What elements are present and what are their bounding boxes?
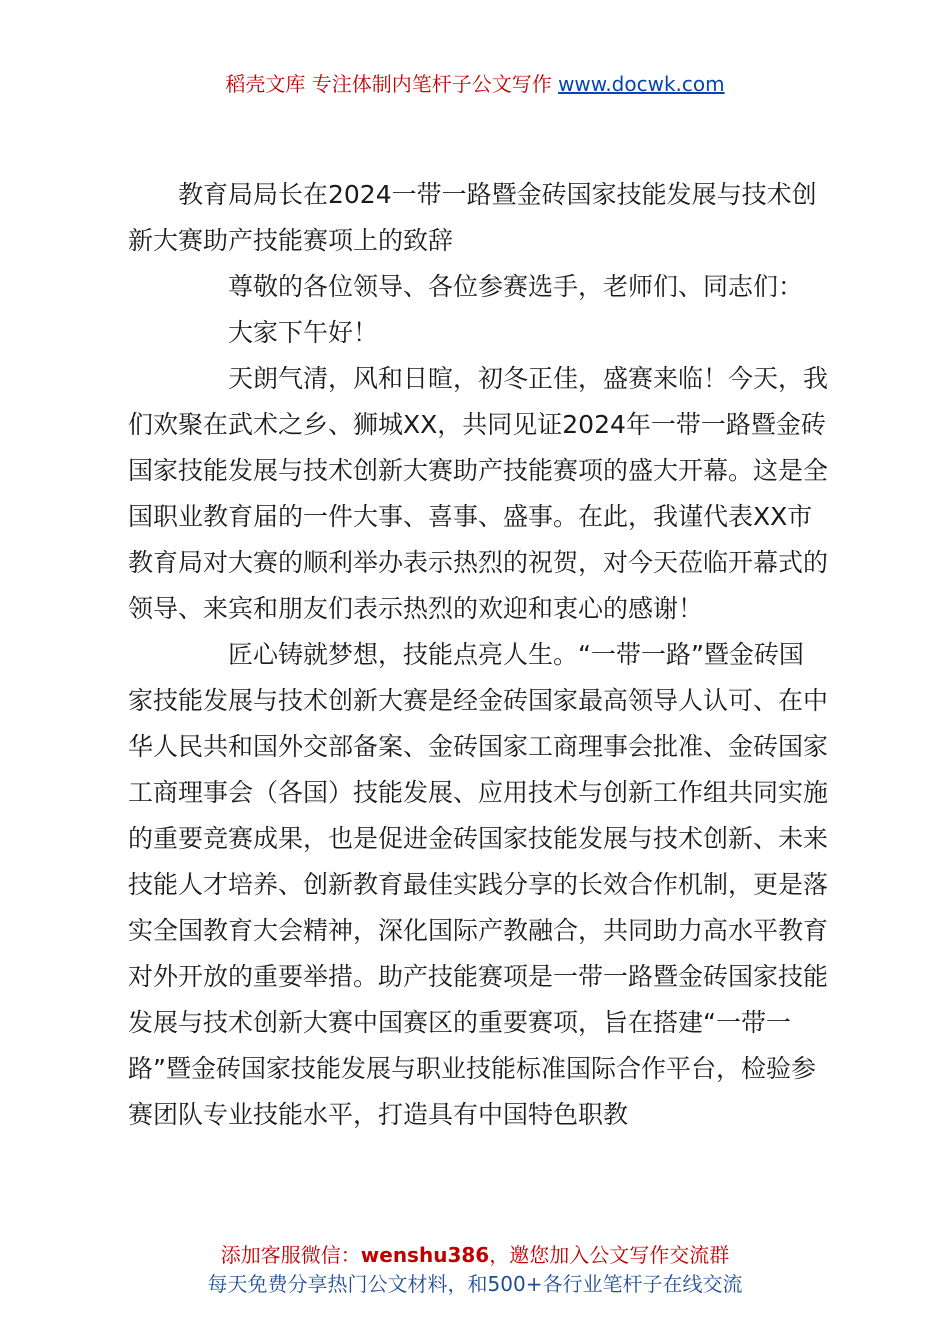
footer-promo: 每天免费分享热门公文材料，和500+各行业笔杆子在线交流 (207, 1272, 743, 1296)
footer-contact-suffix: ，邀您加入公文写作交流群 (489, 1243, 730, 1267)
footer-contact-prefix: 添加客服微信： (220, 1243, 361, 1267)
body-paragraph-1: 天朗气清，风和日暄，初冬正佳，盛赛来临！今天，我们欢聚在武术之乡、狮城XX，共同见证2024年一带一路暨金砖国家技能发展与技术创新大赛助产技能赛项的盛大开幕。这是全国职业教育届的一件大事、喜事、盛事。在此，我谨代表XX市教育局对大赛的顺利举办表示热烈的祝贺，对今天莅临开幕式的领导、来宾和朋友们表示热烈的欢迎和衷心的感谢！ (128, 364, 829, 623)
header-site-link[interactable]: www.docwk.com (558, 72, 725, 96)
footer-wechat-id: wenshu386 (360, 1243, 490, 1267)
salutation: 尊敬的各位领导、各位参赛选手，老师们、同志们： (228, 272, 804, 301)
greeting: 大家下午好！ (228, 318, 379, 347)
footer-contact (0, 1241, 950, 1269)
document-title: 教育局局长在2024一带一路暨金砖国家技能发展与技术创新大赛助产技能赛项上的致辞 (128, 180, 817, 255)
page-header (0, 70, 950, 98)
document-body (128, 172, 828, 1138)
body-paragraph-2: 匠心铸就梦想，技能点亮人生。“一带一路”暨金砖国家技能发展与技术创新大赛是经金砖国家最高领导人认可、在中华人民共和国外交部备案、金砖国家工商理事会批准、金砖国家工商理事会（各国）技能发展、应用技术与创新工作组共同实施的重要竞赛成果，也是促进金砖国家技能发展与技术创新、未来技能人才培养、创新教育最佳实践分享的长效合作机制，更是落实全国教育大会精神，深化国际产教融合，共同助力高水平教育对外开放的重要举措。助产技能赛项是一带一路暨金砖国家技能发展与技术创新大赛中国赛区的重要赛项，旨在搭建“一带一路”暨金砖国家技能发展与职业技能标准国际合作平台，检验参赛团队专业技能水平，打造具有中国特色职教 (128, 640, 829, 1129)
header-tagline: 稻壳文库 专注体制内笔杆子公文写作 (225, 72, 559, 96)
